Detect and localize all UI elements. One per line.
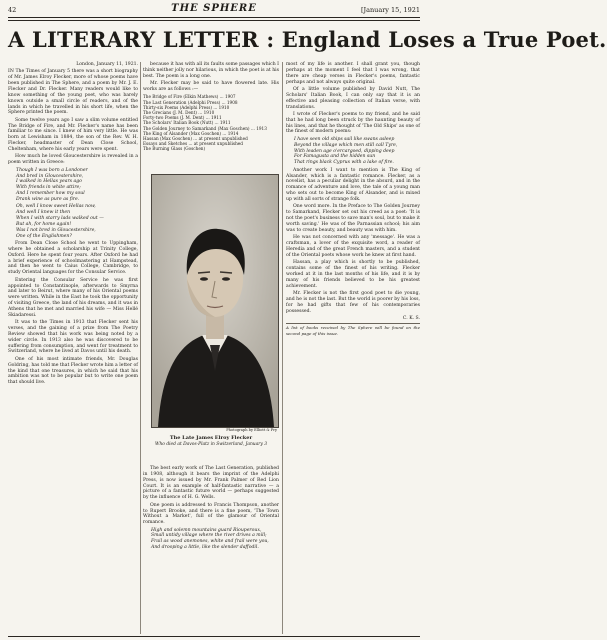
bibliography-item: The Last Generation (Adelphi Press) ... 1908 — [143, 99, 238, 105]
paragraph: Mr. Flecker is not the first good poet to die young, and he is not the last. But the world is poorer by his loss, for he had gifts that few of his contemporaries possessed. — [286, 290, 420, 314]
paragraph: One word more. In the Preface to The Golden Journey to Samarkand, Flecker set out his creed as a poet: 'It is not the poet's business to save man's soul, but to make it worth saving.' He was of the Parnassian school; his aim was to create beauty, and beauty was with him. — [286, 204, 420, 233]
paragraph: It was to the Times in 1913 that Flecker sent his verses, and the gaining of a prize from The Poetry Review showed that his work was being noted by a wider circle. In 1913 also he was discovered to be suffering from consumption, and went for treatment to Switzerland, where he lived at Davos until his death. — [8, 320, 138, 355]
column-divider — [282, 62, 283, 634]
verse-stanza: Though I was born a Londoner And bred in Gloucestershire, I walked in Hellas years ago With friends in white attire; And I remember how my soul Drank wine as pure as fire. — [16, 167, 88, 202]
paragraph: Entering the Consular Service he was first appointed to Constantinople, afterwards to Smyrna and later to Beirut, where many of his Oriental poems were written. While in the East he took the opportunity of visiting Greece, the land of his dreams, and it was in Athens that he met and married his wife — Miss Hellé Skiadaressi. — [8, 277, 138, 318]
masthead: THE SPHERE — [171, 3, 257, 14]
bibliography-list — [143, 94, 279, 151]
paragraph: He was not concerned with any 'message'. He was a craftsman, a lover of the exquisite word, a reader of Heredia and of the great French masters, and a student of the Oriental poets whose work he knew at first hand. — [286, 235, 420, 258]
page-header — [8, 3, 420, 17]
paragraph: The best early work of The Last Generation, published in 1908, although it bears the imprint of the Adelphi Press, is now issued by Mr. Frank Palmer of Red Lion Court. It is an example of half-fantastic narrative — a picture of a fantastic future world — perhaps suggested by the influence of H. G. Wells. — [143, 466, 279, 501]
column-middle-bottom — [143, 466, 279, 634]
bibliography-item: The Grecians (J. M. Dent) ... 1910 — [143, 110, 215, 116]
paragraph: Another work I want to mention is The King of Alsander, which is a fantastic romance. Flecker, as a novelist, has a peculiar delight in the absurd, and in the romance of adventure and love, the tale of a young man who sets out to become King of Alsander, and is mixed up with all sorts of strange folk. — [286, 167, 420, 202]
article-title: A LITERARY LETTER : England Loses a True Poet. — [8, 27, 607, 52]
column-left — [8, 62, 138, 634]
verse-stanza: Oh, well I know sweet Hellas now, And well I knew it then When I with starry lads walked out — But ah, for home again! Was I not bred in Gloucestershire, One of the Englishmen? — [16, 204, 104, 239]
bibliography-item: The Burning Glass (Goschen) — [143, 146, 206, 152]
photo-caption: The Late James Elroy Flecker — [169, 435, 253, 441]
portrait-image — [152, 175, 278, 427]
bibliography-item: Hassan (Max Goschen) ... at present unpublished — [143, 136, 248, 142]
issue-date: [January 15, 1921 — [360, 6, 420, 14]
bibliography-item: Essays and Sketches ... at present unpublished — [143, 141, 243, 147]
dateline: London, January 11, 1921. — [76, 62, 138, 67]
column-right — [286, 62, 420, 634]
paragraph: because it has with all its faults some passages which I think neither jolly nor hilarious, in which the poet is at his best. The poem is a long one. — [143, 62, 279, 79]
paragraph: Of a little volume published by David Nutt, The Scholars' Italian Book, I can only say that it is an effective and pleasing collection of Italian verse, with translations. — [286, 86, 420, 110]
portrait-photo — [151, 174, 279, 428]
paragraph: From Dean Close School he went to Uppingham, where he obtained a scholarship at Trinity College, Oxford. Here he spent four years. After Oxford he had a brief experience of schoolmastering at Hampstead, and then he went to Caius College, Cambridge, to study Oriental languages for the Consular Service. — [8, 241, 138, 276]
header-rule — [8, 17, 420, 18]
footnote: A list of books received by The Sphere will be found on the second page of this issue. — [286, 325, 420, 337]
bibliography-item: The Bridge of Fire (Elkin Mathews) ... 1907 — [143, 94, 236, 100]
verse-stanza: I have seen old ships sail like swans asleep Beyond the village which men still call Tyre, With leaden age o'ercargoed, dipping deep For Famagusta and the hidden sun That rings black Cyprus with a lake of fire. — [294, 136, 398, 166]
paragraph: Hassan, a play which is shortly to be published, contains some of the finest of his writing. Flecker worked at it in the last months of his life, and it is by many of his friends believed to be his greatest achievement. — [286, 260, 420, 289]
column-divider — [140, 62, 141, 634]
signature: C. K. S. — [402, 315, 420, 321]
header-rule-thin — [8, 20, 420, 21]
bibliography-item: The King of Alsander (Max Goschen) ... 1914 — [143, 130, 239, 136]
bibliography-item: Forty-two Poems (J. M. Dent) ... 1911 — [143, 115, 222, 121]
page-number: 42 — [8, 6, 17, 14]
bibliography-item: The Golden Journey to Samarkand (Max Goschen) ... 1913 — [143, 125, 267, 131]
photo-credit: Photograph by Elliott & Fry — [226, 428, 277, 432]
footer-rule — [8, 636, 420, 637]
paragraph: Mr. Flecker may be said to have flowered late. His works are as follows :— — [143, 81, 279, 92]
column-middle-top — [143, 62, 279, 150]
verse-stanza: High and solemn mountains guard Riouperoux, Small untidy village where the river drives a mill; Frail as wood anemones, white and frail were you, And drooping a little, like the slender daffodil. — [151, 527, 269, 551]
paragraph: IN The Times of January 5 there was a short biography of Mr. James Elroy Flecker, more of whose poems have been published in The Sphere, and a poem by Mr. J. E. Flecker and Dr. Flecker. Many readers would like to know something of the young poet, who was barely known outside a small circle of readers, and of the lands in which he travelled in his short life, when the Sphere printed the poem. — [8, 69, 138, 116]
bibliography-item: Thirty-six Poems (Adelphi Press) ... 1910 — [143, 104, 230, 110]
paragraph: One of his most intimate friends, Mr. Douglas Goldring, has told me that Flecker wrote him a letter of the kind that one treasures, in which he said that his ambition was not to be popular but to write one poem that should live. — [8, 356, 138, 386]
photo-subcaption: Who died at Davos-Platz in Switzerland, January 3 — [154, 442, 268, 447]
paragraph: Some twelve years ago I saw a slim volume entitled The Bridge of Fire, and Mr. Flecker's name has been familiar to me since. I knew of him very little. He was born at Lewisham in 1884, the son of the Rev. W. H. Flecker, headmaster of Dean Close School, Cheltenham, where his early years were spent. — [8, 117, 138, 152]
paragraph: most of my life is another. I shall grant you, though perhaps at the moment I feel that I was wrong, that there are cheap verses in Flecker's poems, fantastic perhaps and not always quite original. — [286, 62, 420, 85]
bibliography-item: The Scholars' Italian Book (Nutt) ... 1911 — [143, 120, 231, 126]
paragraph: One poem is addressed to Francis Thompson, another to Rupert Brooke, and there is a fine poem, 'The Town Without a Market', full of the glamour of Oriental romance. — [143, 502, 279, 526]
paragraph: I wrote of Flecker's poems to my friend, and he said that he had long been struck by the haunting beauty of his lines, and that he thought of 'The Old Ships' as one of the finest of modern poems: — [286, 111, 420, 135]
paragraph: How much he loved Gloucestershire is revealed in a poem written in Greece: — [8, 154, 138, 166]
